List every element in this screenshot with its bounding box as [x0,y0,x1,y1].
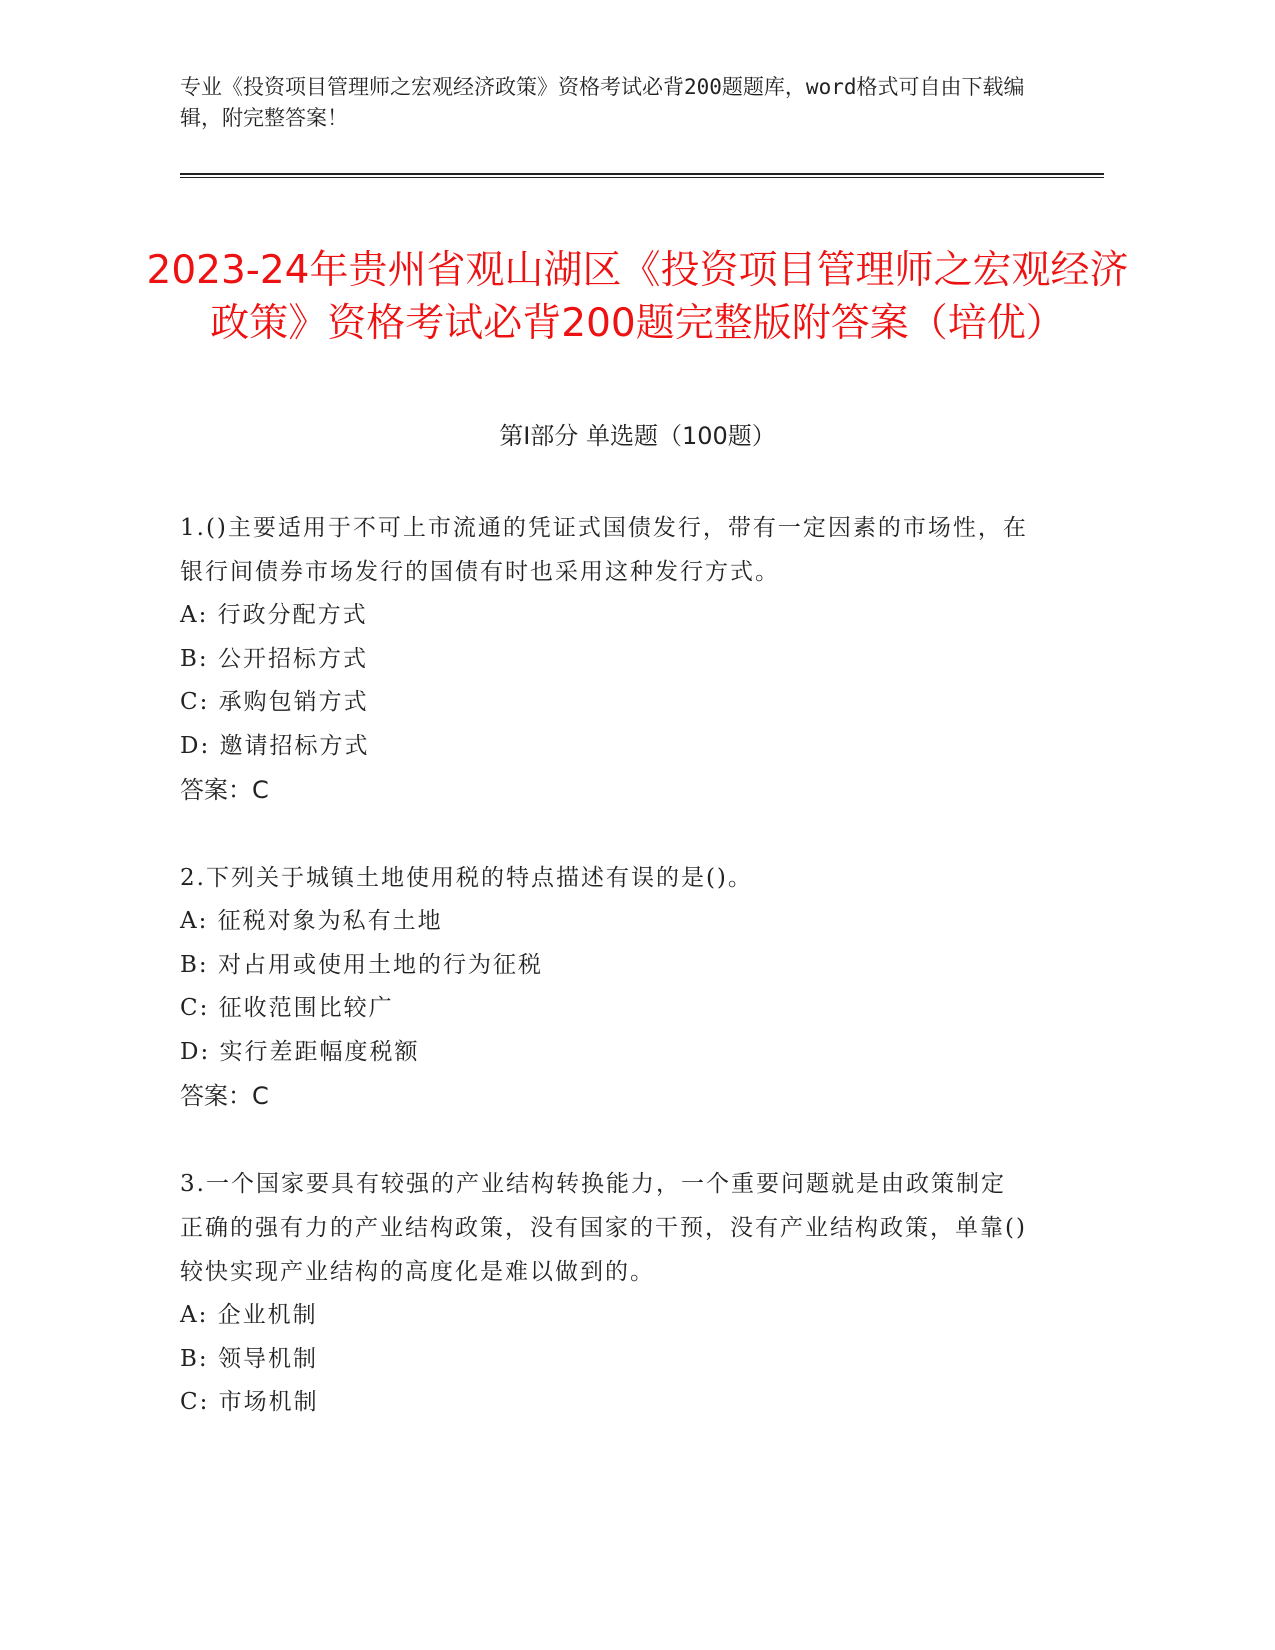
option-d: D: 实行差距幅度税额 [180,1038,420,1065]
option-c: C: 征收范围比较广 [180,995,394,1021]
question-2 [180,856,1030,1118]
header-divider-thin [180,177,1104,178]
document-title: 2023-24年贵州省观山湖区《投资项目管理师之宏观经济政策》资格考试必背200题完整版附答案（培优） [146,248,1129,347]
option-c: C: 承购包销方式 [180,689,369,715]
question-1 [180,506,1030,812]
header-note: 专业《投资项目管理师之宏观经济政策》资格考试必背200题题库，word格式可自由下载编辑，附完整答案！ [180,75,1025,130]
option-b: B: 领导机制 [180,1345,318,1372]
question-stem: 3.一个国家要具有较强的产业结构转换能力，一个重要问题就是由政策制定正确的强有力的产业结构政策，没有国家的干预，没有产业结构政策，单靠()较快实现产业结构的高度化是难以做到的。 [180,1171,1027,1285]
option-a: A: 征税对象为私有土地 [180,908,443,934]
question-3 [180,1162,1030,1425]
option-b: B: 对占用或使用土地的行为征税 [180,951,543,978]
header-divider-thick [180,173,1104,175]
option-a: A: 行政分配方式 [180,602,368,628]
option-b: B: 公开招标方式 [180,645,368,672]
section-title: 第I部分 单选题（100题） [499,422,776,450]
question-stem: 2.下列关于城镇土地使用税的特点描述有误的是()。 [180,865,753,891]
option-d: D: 邀请招标方式 [180,732,370,759]
answer: 答案：C [180,1082,269,1110]
question-list [180,506,1030,1469]
option-a: A: 企业机制 [180,1302,318,1328]
option-c: C: 市场机制 [180,1389,319,1415]
answer: 答案：C [180,776,269,804]
question-stem: 1.()主要适用于不可上市流通的凭证式国债发行，带有一定因素的市场性，在银行间债券市场发行的国债有时也采用这种发行方式。 [180,515,1028,585]
